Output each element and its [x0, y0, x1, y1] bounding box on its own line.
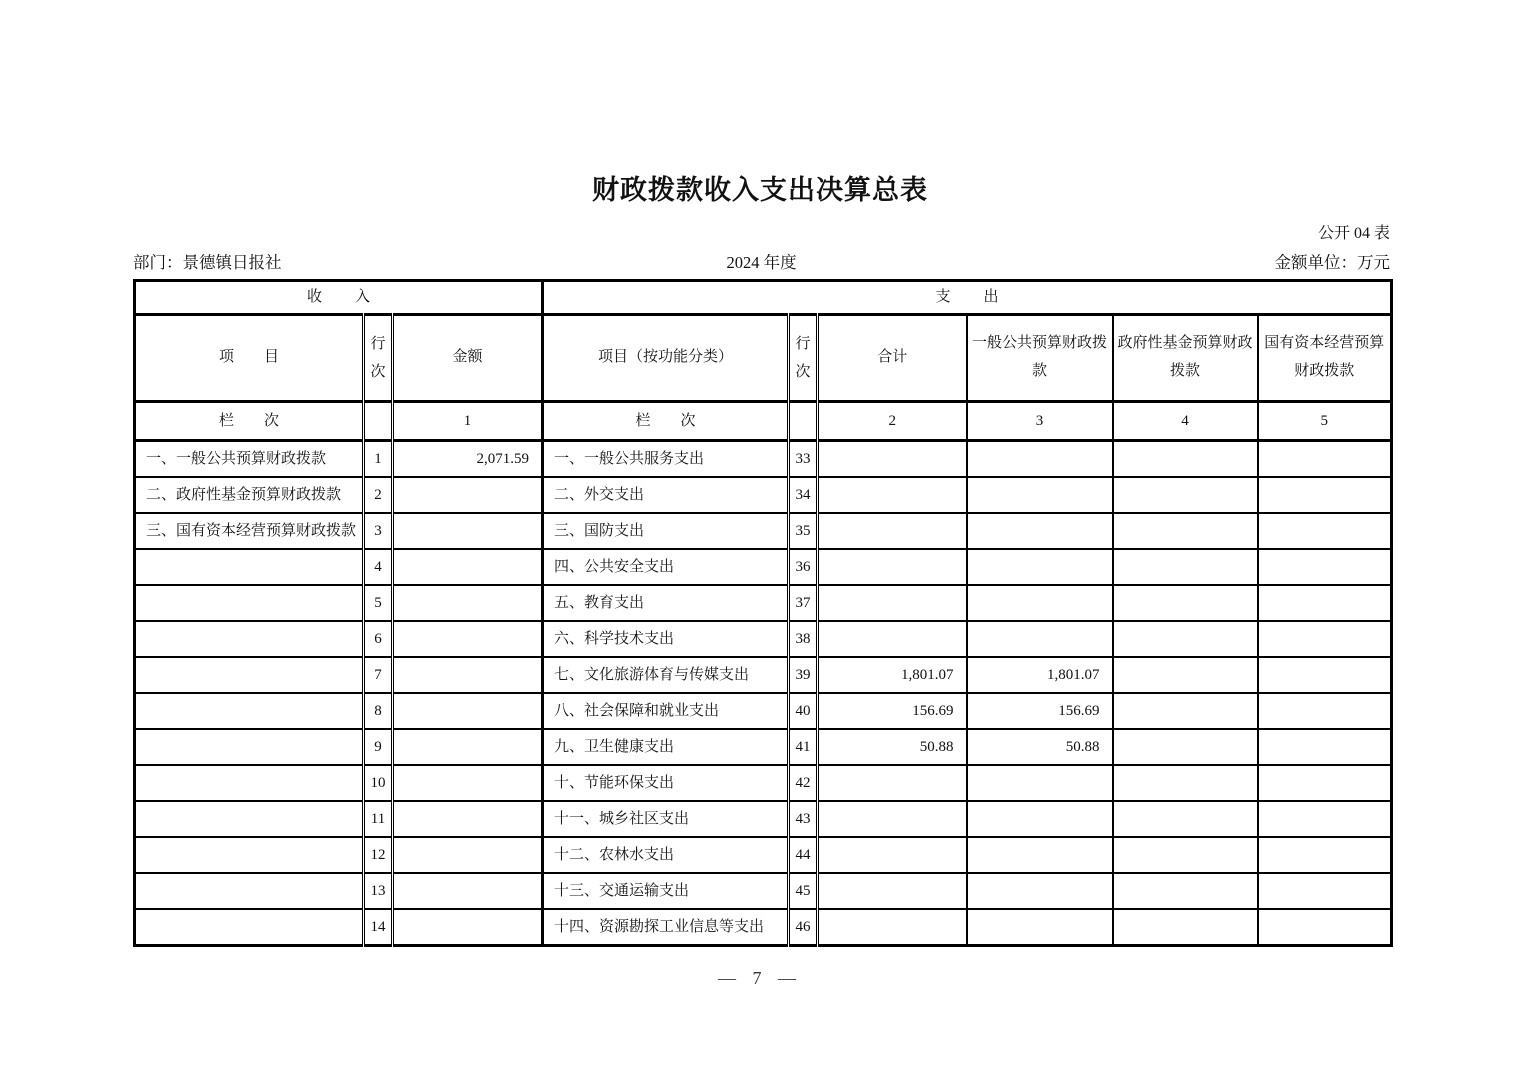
income-item-cell: 二、政府性基金预算财政拨款 — [135, 477, 364, 513]
general-budget-index: 3 — [967, 402, 1113, 441]
expense-item-cell: 十四、资源勘探工业信息等支出 — [543, 909, 789, 946]
table-row — [135, 657, 1392, 693]
expense-general-budget-cell — [967, 477, 1113, 513]
expense-state-capital-cell — [1258, 441, 1392, 478]
expense-total-cell — [818, 621, 967, 657]
income-item-cell — [135, 837, 364, 873]
expense-row-number-cell: 46 — [789, 909, 818, 946]
expense-general-budget-cell — [967, 873, 1113, 909]
expense-item-cell: 十二、农林水支出 — [543, 837, 789, 873]
income-amount-cell — [393, 909, 543, 946]
expense-general-budget-cell: 1,801.07 — [967, 657, 1113, 693]
income-row-number-cell: 4 — [364, 549, 393, 585]
table-row — [135, 801, 1392, 837]
income-row-number-cell: 9 — [364, 729, 393, 765]
expense-item-cell: 九、卫生健康支出 — [543, 729, 789, 765]
expense-general-budget-cell — [967, 585, 1113, 621]
income-row-number-cell: 1 — [364, 441, 393, 478]
expense-row-number-cell: 41 — [789, 729, 818, 765]
income-item-header — [135, 315, 364, 402]
income-section-header — [135, 281, 543, 315]
expense-total-cell: 50.88 — [818, 729, 967, 765]
budget-summary-table — [133, 279, 1393, 947]
expense-gov-fund-cell — [1113, 621, 1258, 657]
table-row — [135, 729, 1392, 765]
income-item-cell — [135, 621, 364, 657]
expense-state-capital-cell — [1258, 549, 1392, 585]
income-row-number-cell: 7 — [364, 657, 393, 693]
income-item-cell — [135, 873, 364, 909]
state-capital-budget-header: 国有资本经营预算财政拨款 — [1258, 315, 1392, 402]
income-amount-cell — [393, 801, 543, 837]
expense-row-number-cell: 34 — [789, 477, 818, 513]
expense-row-number-header: 行次 — [789, 315, 818, 402]
income-item-cell: 三、国有资本经营预算财政拨款 — [135, 513, 364, 549]
income-row-number-header: 行次 — [364, 315, 393, 402]
expense-total-cell — [818, 765, 967, 801]
income-row-number-cell: 6 — [364, 621, 393, 657]
expense-row-number-cell: 45 — [789, 873, 818, 909]
table-row — [135, 837, 1392, 873]
expense-rowno-index-cell — [789, 402, 818, 441]
expense-gov-fund-cell — [1113, 477, 1258, 513]
income-amount-cell — [393, 873, 543, 909]
income-amount-cell — [393, 513, 543, 549]
income-amount-cell — [393, 837, 543, 873]
expense-state-capital-cell — [1258, 513, 1392, 549]
expense-gov-fund-cell — [1113, 765, 1258, 801]
expense-total-cell — [818, 801, 967, 837]
income-index-label — [135, 402, 364, 441]
table-row — [135, 873, 1392, 909]
expense-row-number-cell: 37 — [789, 585, 818, 621]
expense-total-cell — [818, 477, 967, 513]
income-item-cell: 一、一般公共预算财政拨款 — [135, 441, 364, 478]
expense-general-budget-cell — [967, 909, 1113, 946]
table-row — [135, 549, 1392, 585]
table-code-label: 公开 04 表 — [1317, 225, 1390, 242]
expense-item-cell: 十三、交通运输支出 — [543, 873, 789, 909]
income-item-cell — [135, 693, 364, 729]
section-header-row — [135, 281, 1392, 315]
expense-row-number-cell: 35 — [789, 513, 818, 549]
income-item-cell — [135, 657, 364, 693]
income-section-label: 收入 — [306, 289, 403, 306]
expense-state-capital-cell — [1258, 873, 1392, 909]
expense-row-number-cell: 39 — [789, 657, 818, 693]
expense-total-cell — [818, 873, 967, 909]
expense-item-cell: 八、社会保障和就业支出 — [543, 693, 789, 729]
income-amount-cell — [393, 729, 543, 765]
expense-item-header: 项目（按功能分类） — [543, 315, 789, 402]
amount-unit-label: 金额单位：万元 — [1274, 253, 1390, 272]
expense-gov-fund-cell — [1113, 801, 1258, 837]
table-row — [135, 909, 1392, 946]
income-item-cell — [135, 549, 364, 585]
income-row-number-cell: 8 — [364, 693, 393, 729]
expense-general-budget-cell — [967, 837, 1113, 873]
expense-item-cell: 十一、城乡社区支出 — [543, 801, 789, 837]
income-item-header-label: 项目 — [218, 349, 309, 366]
expense-row-number-cell: 44 — [789, 837, 818, 873]
income-amount-index: 1 — [393, 402, 543, 441]
expense-row-number-cell: 43 — [789, 801, 818, 837]
income-row-number-cell: 2 — [364, 477, 393, 513]
expense-total-index: 2 — [818, 402, 967, 441]
income-row-number-cell: 11 — [364, 801, 393, 837]
expense-gov-fund-cell — [1113, 585, 1258, 621]
expense-gov-fund-cell — [1113, 549, 1258, 585]
income-item-cell — [135, 765, 364, 801]
income-index-label-text: 栏次 — [218, 412, 309, 429]
expense-general-budget-cell — [967, 765, 1113, 801]
income-item-cell — [135, 585, 364, 621]
expense-state-capital-cell — [1258, 657, 1392, 693]
expense-item-cell: 二、外交支出 — [543, 477, 789, 513]
expense-total-header: 合计 — [818, 315, 967, 402]
income-amount-cell — [393, 621, 543, 657]
expense-state-capital-cell — [1258, 729, 1392, 765]
table-row — [135, 513, 1392, 549]
expense-index-label-text: 栏次 — [635, 412, 726, 429]
expense-item-cell: 三、国防支出 — [543, 513, 789, 549]
department-label: 部门：景德镇日报社 — [133, 253, 282, 272]
expense-total-cell: 156.69 — [818, 693, 967, 729]
income-amount-cell — [393, 657, 543, 693]
expense-total-cell — [818, 513, 967, 549]
expense-row-number-cell: 36 — [789, 549, 818, 585]
income-row-number-cell: 3 — [364, 513, 393, 549]
expense-state-capital-cell — [1258, 837, 1392, 873]
expense-section-label: 支出 — [935, 289, 1032, 306]
expense-general-budget-cell: 50.88 — [967, 729, 1113, 765]
column-index-row — [135, 402, 1392, 441]
state-capital-index: 5 — [1258, 402, 1392, 441]
expense-state-capital-cell — [1258, 693, 1392, 729]
expense-total-cell — [818, 909, 967, 946]
expense-gov-fund-cell — [1113, 729, 1258, 765]
expense-state-capital-cell — [1258, 477, 1392, 513]
expense-general-budget-cell — [967, 513, 1113, 549]
expense-item-cell: 六、科学技术支出 — [543, 621, 789, 657]
expense-gov-fund-cell — [1113, 441, 1258, 478]
expense-gov-fund-cell — [1113, 837, 1258, 873]
fiscal-year-label: 2024 年度 — [726, 253, 797, 272]
expense-general-budget-cell — [967, 621, 1113, 657]
expense-total-cell — [818, 837, 967, 873]
income-amount-cell: 2,071.59 — [393, 441, 543, 478]
expense-item-cell: 十、节能环保支出 — [543, 765, 789, 801]
expense-row-number-cell: 38 — [789, 621, 818, 657]
expense-state-capital-cell — [1258, 585, 1392, 621]
page-number: — 7 — — [718, 968, 802, 988]
expense-total-cell: 1,801.07 — [818, 657, 967, 693]
income-row-number-cell: 14 — [364, 909, 393, 946]
income-row-number-cell: 13 — [364, 873, 393, 909]
income-amount-header: 金额 — [393, 315, 543, 402]
expense-general-budget-cell — [967, 441, 1113, 478]
income-amount-cell — [393, 549, 543, 585]
expense-state-capital-cell — [1258, 765, 1392, 801]
expense-state-capital-cell — [1258, 801, 1392, 837]
income-row-number-cell: 12 — [364, 837, 393, 873]
expense-gov-fund-cell — [1113, 513, 1258, 549]
table-body — [135, 441, 1392, 946]
income-row-number-cell: 5 — [364, 585, 393, 621]
table-row — [135, 693, 1392, 729]
expense-general-budget-cell — [967, 801, 1113, 837]
meta-row — [133, 249, 1390, 273]
income-amount-cell — [393, 585, 543, 621]
expense-row-number-cell: 40 — [789, 693, 818, 729]
table-row — [135, 765, 1392, 801]
income-amount-cell — [393, 693, 543, 729]
expense-total-cell — [818, 585, 967, 621]
expense-row-number-cell: 33 — [789, 441, 818, 478]
expense-index-label — [543, 402, 789, 441]
table-row — [135, 441, 1392, 478]
income-item-cell — [135, 909, 364, 946]
expense-item-cell: 五、教育支出 — [543, 585, 789, 621]
income-item-cell — [135, 801, 364, 837]
expense-general-budget-cell — [967, 549, 1113, 585]
income-amount-cell — [393, 477, 543, 513]
expense-total-cell — [818, 441, 967, 478]
expense-section-header — [543, 281, 1392, 315]
expense-item-cell: 一、一般公共服务支出 — [543, 441, 789, 478]
expense-item-cell: 七、文化旅游体育与传媒支出 — [543, 657, 789, 693]
expense-gov-fund-cell — [1113, 657, 1258, 693]
expense-gov-fund-cell — [1113, 873, 1258, 909]
income-item-cell — [135, 729, 364, 765]
expense-item-cell: 四、公共安全支出 — [543, 549, 789, 585]
table-row — [135, 477, 1392, 513]
table-row — [135, 621, 1392, 657]
page-title: 财政拨款收入支出决算总表 — [592, 175, 928, 205]
expense-gov-fund-cell — [1113, 693, 1258, 729]
gov-fund-index: 4 — [1113, 402, 1258, 441]
table-row — [135, 585, 1392, 621]
general-public-budget-header: 一般公共预算财政拨款 — [967, 315, 1113, 402]
expense-total-cell — [818, 549, 967, 585]
expense-state-capital-cell — [1258, 621, 1392, 657]
gov-fund-budget-header: 政府性基金预算财政拨款 — [1113, 315, 1258, 402]
expense-gov-fund-cell — [1113, 909, 1258, 946]
income-rowno-index-cell — [364, 402, 393, 441]
expense-state-capital-cell — [1258, 909, 1392, 946]
expense-general-budget-cell: 156.69 — [967, 693, 1113, 729]
income-amount-cell — [393, 765, 543, 801]
column-header-row — [135, 315, 1392, 402]
income-row-number-cell: 10 — [364, 765, 393, 801]
expense-row-number-cell: 42 — [789, 765, 818, 801]
